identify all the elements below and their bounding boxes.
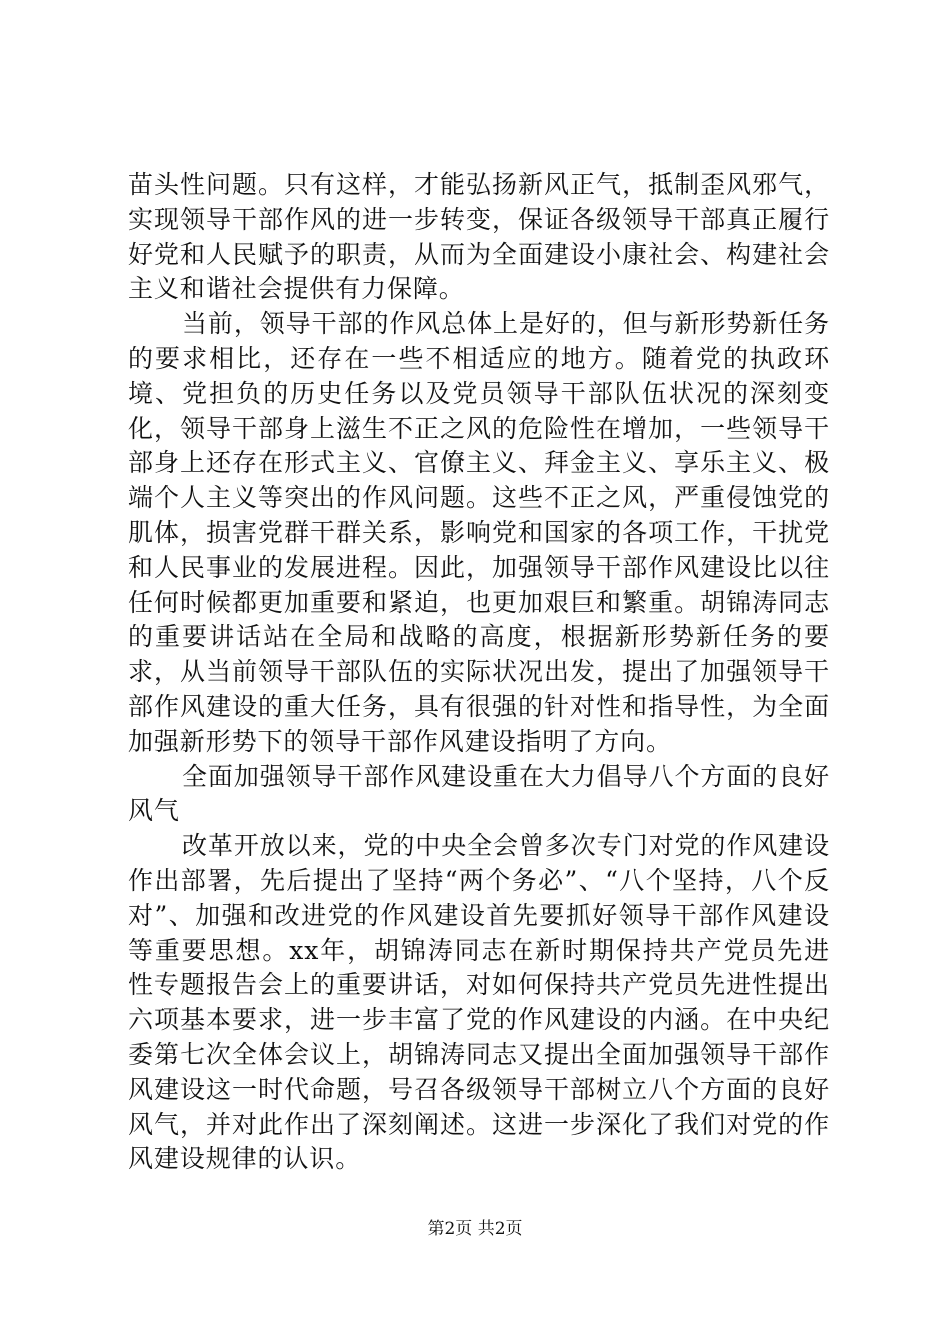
document-body bbox=[128, 168, 830, 1177]
paragraph-continuation: 苗头性问题。只有这样，才能弘扬新风正气，抵制歪风邪气，实现领导干部作风的进一步转变，保证各级领导干部真正履行好党和人民赋予的职责，从而为全面建设小康社会、构建社会主义和谐社会提供有力保障。 bbox=[128, 170, 830, 304]
page-footer: 第2页 共2页 bbox=[427, 1219, 523, 1239]
paragraph-current-situation: 当前，领导干部的作风总体上是好的，但与新形势新任务的要求相比，还存在一些不相适应的地方。随着党的执政环境、党担负的历史任务以及党员领导干部队伍状况的深刻变化，领导干部身上滋生不正之风的危险性在增加，一些领导干部身上还存在形式主义、官僚主义、拜金主义、享乐主义、极端个人主义等突出的作风问题。这些不正之风，严重侵蚀党的肌体，损害党群干群关系，影响党和国家的各项工作，干扰党和人民事业的发展进程。因此，加强领导干部作风建设比以往任何时候都更加重要和紧迫，也更加艰巨和繁重。胡锦涛同志的重要讲话站在全局和战略的高度，根据新形势新任务的要求，从当前领导干部队伍的实际状况出发，提出了加强领导干部作风建设的重大任务，具有很强的针对性和指导性，为全面加强新形势下的领导干部作风建设指明了方向。 bbox=[128, 309, 830, 756]
section-heading: 全面加强领导干部作风建设重在大力倡导八个方面的良好风气 bbox=[128, 761, 830, 826]
paragraph-reform: 改革开放以来，党的中央全会曾多次专门对党的作风建设作出部署，先后提出了坚持“两个务必”、“八个坚持，八个反对”、加强和改进党的作风建设首先要抓好领导干部作风建设等重要思想。xx年，胡锦涛同志在新时期保持共产党员先进性专题报告会上的重要讲话，对如何保持共产党员先进性提出六项基本要求，进一步丰富了党的作风建设的内涵。在中央纪委第七次全体会议上，胡锦涛同志又提出全面加强领导干部作风建设这一时代命题，号召各级领导干部树立八个方面的良好风气，并对此作出了深刻阐述。这进一步深化了我们对党的作风建设规律的认识。 bbox=[128, 831, 830, 1174]
